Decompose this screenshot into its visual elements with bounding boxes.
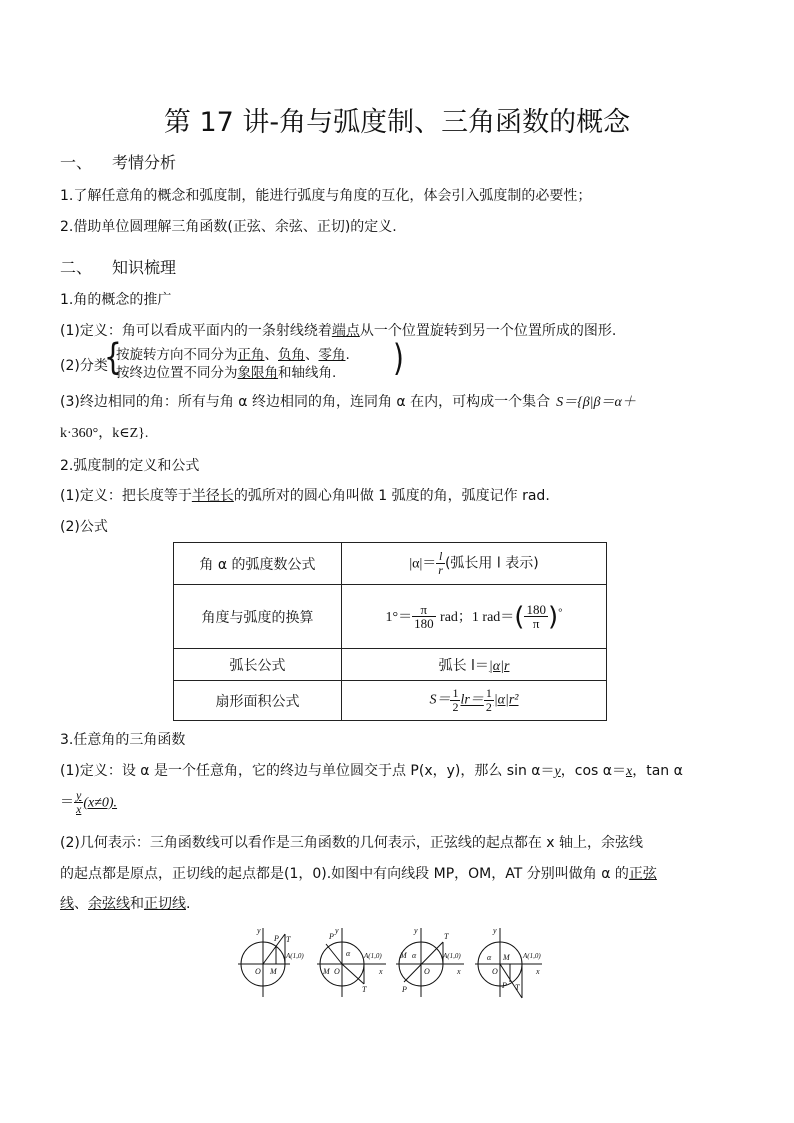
term-sine-line-end: 线: [60, 896, 74, 912]
axis-label: x: [379, 967, 383, 976]
text: (1)定义：设 α 是一个任意角，它的终边与单位圆交于点 P(x，y)，那么 sin α＝: [60, 763, 555, 779]
axis-label: y: [493, 926, 497, 935]
point-label: M: [270, 967, 277, 976]
axis-label: y: [414, 926, 418, 935]
table-cell: [342, 543, 607, 585]
underlined-term: 端点: [331, 323, 360, 339]
formula-table: [173, 542, 607, 721]
text: S＝: [429, 692, 451, 708]
text: .: [345, 347, 350, 363]
point-label: O: [492, 967, 498, 976]
point-label: A(1,0): [523, 952, 541, 960]
point-label: T: [286, 935, 291, 944]
left-brace: {: [104, 335, 122, 379]
text: |α|r²: [493, 692, 519, 708]
point-label: O: [255, 967, 261, 976]
coterminal-line-2: k·360°，k∈Z}.: [60, 426, 149, 441]
text: 弧长 l＝: [438, 657, 489, 674]
extended-ray: [342, 964, 364, 984]
paren-right: ): [547, 601, 559, 632]
underlined-term: |α|r: [488, 658, 510, 674]
sin-value: y: [554, 764, 561, 779]
text: lr＝: [460, 692, 484, 708]
point-label: T: [362, 985, 367, 994]
table-cell: 弧长公式: [174, 649, 342, 681]
text: .: [186, 896, 191, 912]
part2-heading: 2.弧度制的定义和公式: [60, 458, 200, 474]
goal-2: 2.借助单位圆理解三角函数(正弦、余弦、正切)的定义.: [60, 219, 397, 235]
classification-line-1: [116, 345, 350, 365]
trig-diagram-4: [475, 926, 542, 998]
coterminal-set: S＝{β|β＝α＋: [556, 395, 636, 410]
cos-value: x: [626, 764, 633, 779]
axis-label: y: [257, 926, 261, 935]
text: (弧长用 l 表示): [444, 555, 539, 572]
table-cell: [342, 649, 607, 681]
text: ＝: [60, 794, 74, 811]
table-row: [174, 585, 607, 649]
classification-line-2: [116, 363, 336, 383]
point-label: T: [515, 983, 520, 992]
part3-definition-line-2: [60, 789, 117, 816]
text: 的弧所对的圆心角叫做 1 弧度的角，弧度记作 rad.: [233, 488, 550, 504]
term-negative-angle: 负角: [278, 347, 305, 363]
angle-label: α: [346, 949, 351, 958]
text: ，cos α＝: [560, 763, 626, 779]
fraction: [484, 687, 494, 714]
separator: 、: [264, 347, 278, 363]
text: 从一个位置旋转到另一个位置所成的图形.: [359, 323, 617, 339]
goal-1: 1.了解任意角的概念和弧度制，能进行弧度与角度的互化，体会引入弧度制的必要性；: [60, 188, 592, 204]
table-cell: 扇形面积公式: [174, 681, 342, 721]
table-row: [174, 681, 607, 721]
separator: 、: [74, 896, 88, 912]
angle-label: α: [487, 953, 492, 962]
table-cell: [342, 681, 607, 721]
term-tangent-line: 正切线: [144, 896, 186, 912]
term-quadrant-angle: 象限角: [237, 365, 278, 381]
point-label: A(1,0): [286, 952, 304, 960]
table-row: [174, 543, 607, 585]
table-cell: 角度与弧度的换算: [174, 585, 342, 649]
part3-heading: 3.任意角的三角函数: [60, 732, 186, 748]
point-label: P: [329, 932, 334, 941]
fraction: [74, 789, 83, 816]
trig-diagram-3: [396, 926, 464, 997]
text: (1)定义：角可以看成平面内的一条射线绕着: [60, 323, 332, 339]
section-2-number: 二、: [60, 258, 93, 277]
numerator: 1: [452, 686, 459, 700]
part1-heading: 1.角的概念的推广: [60, 292, 172, 308]
text: (3)终边相同的角：所有与角 α 终边相同的角，连同角 α 在内，可构成一个集合: [60, 394, 551, 410]
page-title: 第 17 讲-角与弧度制、三角函数的概念: [163, 107, 631, 138]
text: °: [558, 605, 563, 618]
point-label: P: [274, 934, 279, 943]
numerator: y: [76, 788, 82, 802]
point-label: A(1,0): [443, 952, 461, 960]
terminal-ray: [404, 942, 443, 982]
section-2-heading: 知识梳理: [112, 258, 177, 277]
point-label: O: [334, 967, 340, 976]
coterminal-line-1: [60, 392, 636, 413]
terminal-ray: [326, 944, 342, 964]
table-cell: [342, 585, 607, 649]
text: 和: [130, 896, 144, 912]
text: 1°＝: [385, 609, 413, 625]
fraction: [412, 603, 436, 630]
denominator: x: [76, 802, 82, 816]
text: |α|＝: [409, 556, 437, 572]
term-zero-angle: 零角: [318, 347, 346, 363]
text: (1)定义：把长度等于: [60, 488, 192, 504]
point-label: M: [400, 951, 407, 960]
part3-definition-line-1: [60, 761, 683, 782]
section-1-heading: 考情分析: [112, 153, 177, 172]
separator: 、: [305, 347, 319, 363]
denominator: 2: [452, 700, 459, 714]
numerator: l: [436, 550, 445, 564]
denominator: π: [532, 616, 540, 631]
term-sine-line: 正弦: [628, 866, 657, 882]
point-label: M: [323, 967, 330, 976]
right-brace: ): [393, 336, 404, 380]
denominator: 2: [485, 700, 492, 714]
table-cell: 角 α 的弧度数公式: [174, 543, 342, 585]
point-label: O: [424, 967, 430, 976]
axis-label: y: [335, 926, 339, 935]
fraction: [524, 603, 548, 630]
text: 按旋转方向不同分为: [116, 347, 238, 363]
term-positive-angle: 正角: [237, 347, 265, 363]
numerator: π: [412, 603, 436, 617]
trig-diagram-2: [317, 926, 386, 997]
point-label: P: [502, 981, 507, 990]
text: (x≠0).: [83, 795, 118, 811]
term-cosine-line: 余弦线: [88, 896, 130, 912]
geometric-line-1: (2)几何表示：三角函数线可以看作是三角函数的几何表示，正弦线的起点都在 x 轴上，余弦线: [60, 835, 644, 851]
geometric-line-3: [60, 894, 190, 914]
geometric-line-2: [60, 864, 657, 884]
point-label: A(1,0): [364, 952, 382, 960]
axis-label: x: [536, 967, 540, 976]
trig-lines-figure: [238, 922, 558, 1000]
point-label: T: [444, 932, 449, 941]
part1-definition: [60, 321, 616, 341]
angle-label: α: [412, 951, 417, 960]
denominator: 180: [414, 616, 434, 631]
axis-label: x: [457, 967, 461, 976]
text: 的起点都是原点，正切线的起点都是(1，0).如图中有向线段 MP，OM，AT 分别叫做角 α 的: [60, 866, 629, 882]
text: rad；1 rad＝: [440, 609, 515, 625]
trig-diagram-1: [238, 926, 304, 997]
part2-definition: [60, 486, 550, 506]
numerator: 180: [526, 602, 546, 617]
paren-left: (: [514, 601, 525, 632]
table-row: [174, 649, 607, 681]
part1-classification-label: (2)分类: [60, 358, 108, 374]
fraction: [436, 550, 445, 577]
text: ，tan α: [632, 763, 683, 779]
text: 按终边位置不同分为: [116, 365, 238, 381]
text: 和轴线角.: [278, 365, 337, 381]
numerator: 1: [485, 686, 492, 700]
point-label: P: [402, 985, 407, 994]
fraction: [450, 687, 460, 714]
formula-label: (2)公式: [60, 519, 108, 535]
underlined-term: 半径长: [191, 488, 234, 504]
point-label: M: [503, 953, 510, 962]
section-1-number: 一、: [60, 153, 93, 172]
denominator: r: [438, 563, 443, 577]
